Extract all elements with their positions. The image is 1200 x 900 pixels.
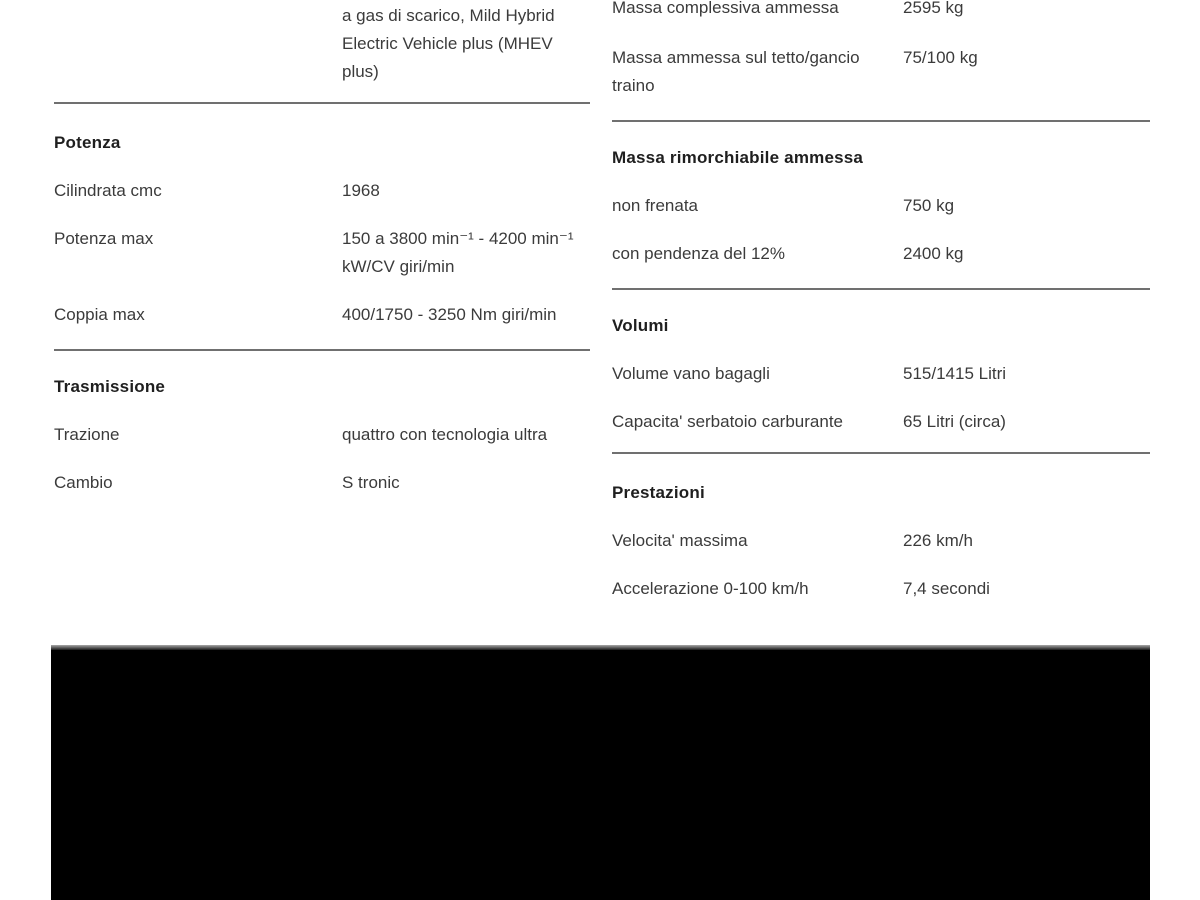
spec-label: Potenza max xyxy=(54,229,154,248)
spec-label: Accelerazione 0-100 km/h xyxy=(612,579,809,598)
spec-label: Massa ammessa sul tetto/gancio traino xyxy=(612,48,860,95)
spec-value: 2595 kg xyxy=(903,0,964,17)
spec-value: 75/100 kg xyxy=(903,48,978,67)
spec-label: Coppia max xyxy=(54,305,145,324)
section-title-prestazioni: Prestazioni xyxy=(612,483,705,502)
spec-value: 7,4 secondi xyxy=(903,579,990,598)
spec-value: S tronic xyxy=(342,473,400,492)
spec-label: Cilindrata cmc xyxy=(54,181,162,200)
section-title-volumi: Volumi xyxy=(612,316,669,335)
spec-label: Volume vano bagagli xyxy=(612,364,770,383)
spec-row-coppia-max xyxy=(54,301,590,329)
spec-label: Massa complessiva ammessa xyxy=(612,0,839,17)
section-divider xyxy=(612,120,1150,122)
spec-column-right xyxy=(612,0,1150,603)
spec-value: 515/1415 Litri xyxy=(903,364,1007,383)
spec-row-non-frenata xyxy=(612,192,1150,220)
spec-row-cilindrata-cmc xyxy=(54,177,590,205)
section-title-potenza: Potenza xyxy=(54,133,121,152)
spec-row-cambio xyxy=(54,469,590,497)
spec-value: 2400 kg xyxy=(903,244,964,263)
spec-label: con pendenza del 12% xyxy=(612,244,785,263)
spec-value: 400/1750 - 3250 Nm giri/min xyxy=(342,305,557,324)
spec-row-accelerazione xyxy=(612,575,1150,603)
spec-row-massa-tetto-gancio xyxy=(612,44,1150,100)
spec-row-pendenza-12 xyxy=(612,240,1150,268)
spec-label: non frenata xyxy=(612,196,699,215)
vehicle-image-placeholder xyxy=(51,645,1150,900)
spec-row-capacita-serbatoio xyxy=(612,408,1150,436)
spec-row-velocita-massima xyxy=(612,527,1150,555)
spec-label: Cambio xyxy=(54,473,113,492)
spec-label: Velocita' massima xyxy=(612,531,748,550)
spec-value: quattro con tecnologia ultra xyxy=(342,425,548,444)
spec-row-potenza-max xyxy=(54,225,590,281)
section-divider xyxy=(612,288,1150,290)
section-divider xyxy=(54,349,590,351)
section-divider xyxy=(54,102,590,104)
spec-label: Trazione xyxy=(54,425,120,444)
spec-value: 150 a 3800 min⁻¹ - 4200 min⁻¹ kW/CV giri/min xyxy=(342,229,574,276)
spec-value: 226 km/h xyxy=(903,531,973,550)
spec-row-emission-continuation xyxy=(54,2,590,86)
section-title-massa-rimorchiabile: Massa rimorchiabile ammessa xyxy=(612,148,864,167)
spec-row-massa-complessiva xyxy=(612,0,1150,22)
spec-label: Capacita' serbatoio carburante xyxy=(612,412,843,431)
spec-value: 1968 xyxy=(342,181,380,200)
spec-value: 750 kg xyxy=(903,196,955,215)
spec-value: 65 Litri (circa) xyxy=(903,412,1006,431)
spec-row-trazione xyxy=(54,421,590,449)
spec-value-emission: a gas di scarico, Mild Hybrid Electric Vehicle plus (MHEV plus) xyxy=(342,6,555,81)
spec-row-volume-bagagli xyxy=(612,360,1150,388)
spec-column-left xyxy=(54,2,590,497)
section-title-trasmissione: Trasmissione xyxy=(54,377,166,396)
section-divider xyxy=(612,452,1150,454)
